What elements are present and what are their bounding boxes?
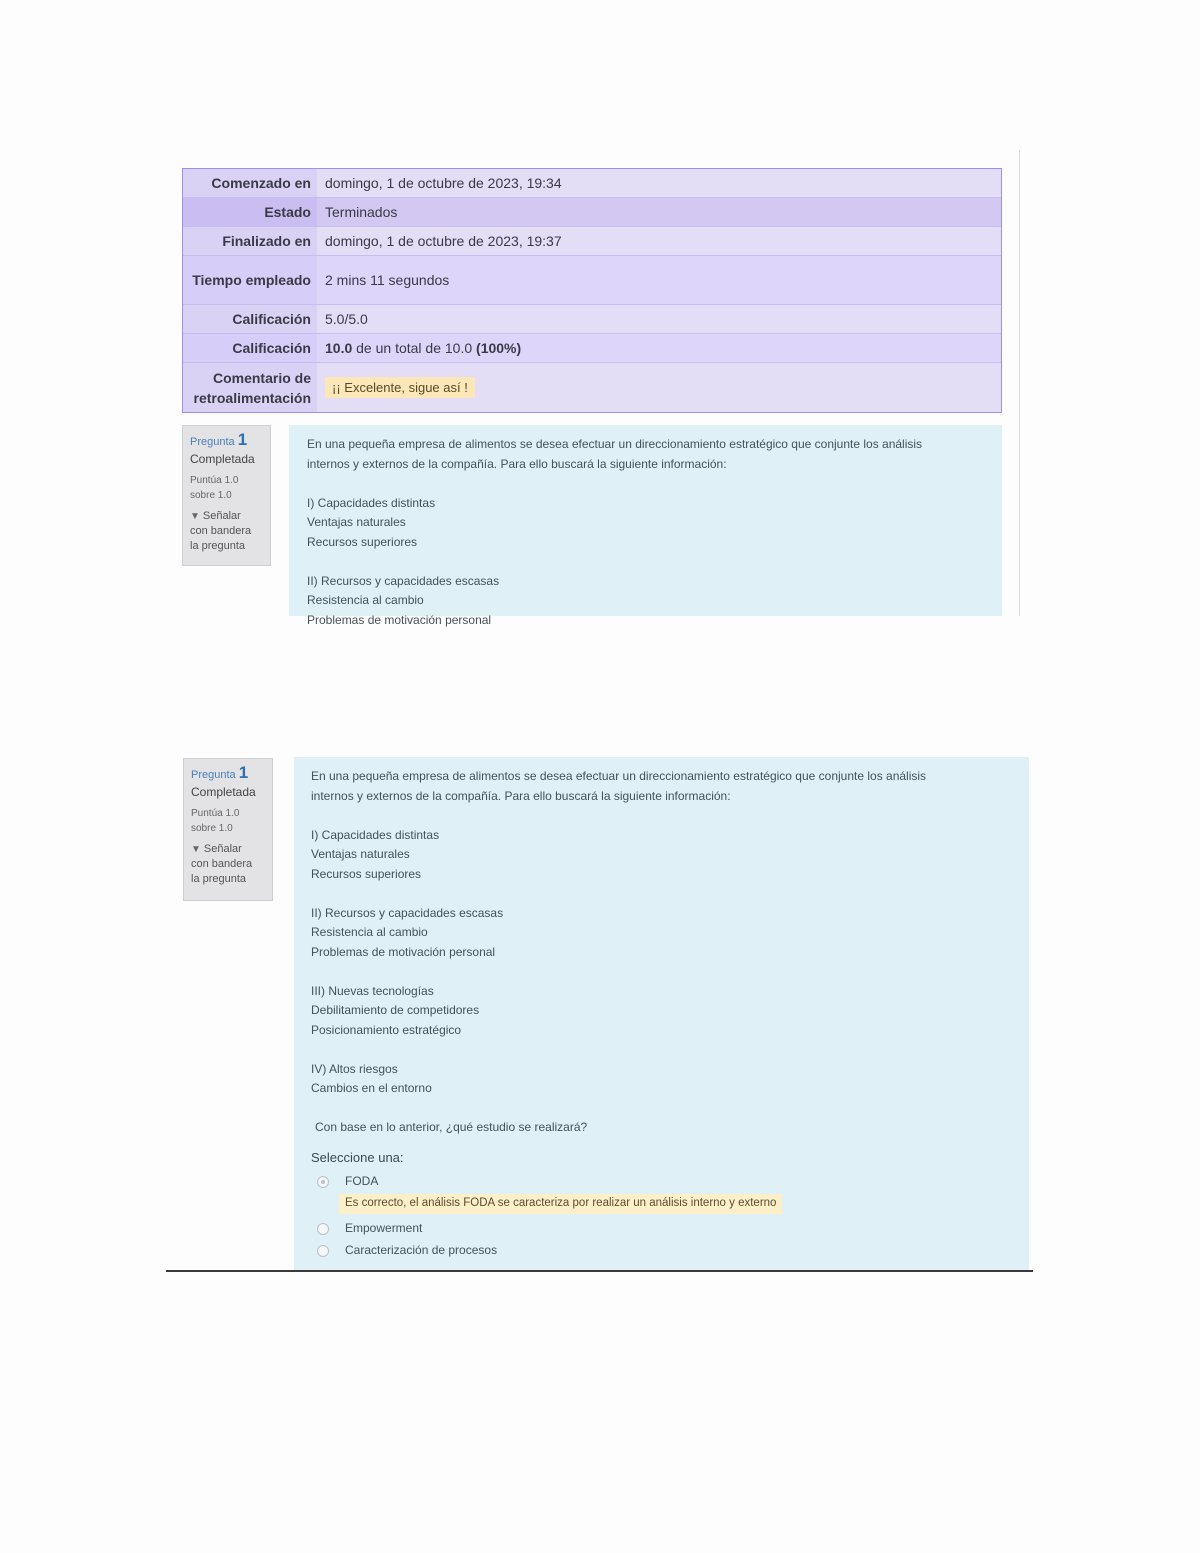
question-intro: En una pequeña empresa de alimentos se desea efectuar un direccionamiento estratégico que conjunte los análisis bbox=[311, 769, 927, 783]
option-feedback: Es correcto, el análisis FODA se caracteriza por realizar un análisis interno y externo bbox=[339, 1194, 782, 1214]
flag-icon: ▼ bbox=[190, 511, 200, 522]
summary-row-finished bbox=[183, 227, 1001, 256]
section-item: Problemas de motivación personal bbox=[307, 612, 492, 627]
option-label: Caracterización de procesos bbox=[345, 1242, 498, 1257]
flag-question-link[interactable]: ▼ Señalar con bandera la pregunta bbox=[190, 510, 252, 552]
grade-value: 10.0 bbox=[325, 340, 353, 356]
question-info-box bbox=[182, 425, 271, 566]
answer-option-procesos[interactable] bbox=[311, 1240, 1012, 1262]
summary-row-feedback bbox=[183, 363, 1001, 412]
question-text: Con base en lo anterior, ¿qué estudio se realizará? bbox=[315, 1120, 588, 1134]
row-label: Finalizado en bbox=[183, 227, 317, 255]
section-item: Debilitamiento de competidores bbox=[311, 1003, 480, 1017]
attempt-summary-table bbox=[182, 168, 1002, 413]
question-number: 1 bbox=[237, 430, 248, 449]
row-label: Comentario de retroalimentación bbox=[183, 363, 317, 412]
row-label: Tiempo empleado bbox=[183, 256, 317, 304]
option-label: FODA bbox=[345, 1174, 379, 1189]
summary-row-started bbox=[183, 169, 1001, 198]
row-value bbox=[317, 363, 1001, 412]
radio-button[interactable] bbox=[317, 1245, 329, 1257]
question-number: 1 bbox=[238, 763, 249, 782]
page-bottom-divider bbox=[166, 1270, 1033, 1272]
section-title: II) Recursos y capacidades escasas bbox=[307, 573, 500, 588]
question-state: Completada bbox=[190, 452, 255, 466]
section-item: Resistencia al cambio bbox=[307, 593, 424, 607]
row-label: Comenzado en bbox=[183, 169, 317, 197]
row-label: Calificación bbox=[183, 334, 317, 362]
grade-total: 10.0 bbox=[444, 340, 473, 356]
row-label: Estado bbox=[183, 198, 317, 226]
section-title: III) Nuevas tecnologías bbox=[311, 983, 434, 998]
question-intro: En una pequeña empresa de alimentos se desea efectuar un direccionamiento estratégico que conjunte los análisis bbox=[307, 437, 923, 451]
question-mark: Puntúa 1.0 sobre 1.0 bbox=[190, 475, 239, 501]
flag-question-link[interactable]: ▼ Señalar con bandera la pregunta bbox=[191, 843, 253, 885]
question-content bbox=[294, 757, 1029, 1270]
section-title: II) Recursos y capacidades escasas bbox=[311, 905, 504, 920]
section-item: Recursos superiores bbox=[307, 534, 418, 549]
answer-option-empowerment[interactable] bbox=[311, 1218, 1012, 1240]
summary-row-grade bbox=[183, 334, 1001, 363]
question-content bbox=[289, 425, 1002, 627]
overall-feedback-badge: ¡¡ Excelente, sigue así ! bbox=[325, 377, 475, 398]
page-divider bbox=[1019, 150, 1020, 616]
question-info-box bbox=[183, 758, 273, 901]
section-item: Problemas de motivación personal bbox=[311, 944, 496, 959]
summary-row-marks bbox=[183, 305, 1001, 334]
row-label: Calificación bbox=[183, 305, 317, 333]
row-value: 5.0/5.0 bbox=[317, 305, 1001, 333]
section-title: IV) Altos riesgos bbox=[311, 1061, 398, 1076]
answer-prompt: Seleccione una: bbox=[311, 1149, 404, 1165]
summary-row-state bbox=[183, 198, 1001, 227]
section-item: Ventajas naturales bbox=[307, 515, 406, 529]
section-item: Recursos superiores bbox=[311, 866, 422, 881]
row-value: Terminados bbox=[317, 198, 1001, 226]
section-title: I) Capacidades distintas bbox=[307, 495, 436, 510]
row-value bbox=[317, 334, 1001, 362]
question-state: Completada bbox=[191, 785, 256, 799]
question-title: Pregunta bbox=[191, 769, 236, 781]
row-value: domingo, 1 de octubre de 2023, 19:37 bbox=[317, 227, 1001, 255]
section-title: I) Capacidades distintas bbox=[311, 827, 440, 842]
answer-option-foda[interactable] bbox=[311, 1171, 1012, 1193]
section-item: Ventajas naturales bbox=[311, 847, 410, 861]
option-label: Empowerment bbox=[345, 1220, 423, 1235]
summary-row-time-taken bbox=[183, 256, 1001, 305]
radio-button[interactable] bbox=[317, 1176, 329, 1188]
question-intro: internos y externos de la compañía. Para ello buscará la siguiente información: bbox=[311, 788, 731, 803]
section-item: Posicionamiento estratégico bbox=[311, 1022, 462, 1037]
flag-icon: ▼ bbox=[191, 844, 201, 855]
grade-mid-text: de un total de bbox=[356, 340, 441, 356]
radio-button[interactable] bbox=[317, 1223, 329, 1235]
answer-area bbox=[311, 1148, 1012, 1262]
grade-percent: (100%) bbox=[476, 340, 522, 356]
row-value: 2 mins 11 segundos bbox=[317, 256, 1001, 304]
question-intro: internos y externos de la compañía. Para ello buscará la siguiente información: bbox=[307, 456, 727, 471]
question-title: Pregunta bbox=[190, 436, 235, 448]
section-item: Cambios en el entorno bbox=[311, 1081, 432, 1095]
question-mark: Puntúa 1.0 sobre 1.0 bbox=[191, 808, 240, 834]
section-item: Resistencia al cambio bbox=[311, 925, 428, 939]
row-value: domingo, 1 de octubre de 2023, 19:34 bbox=[317, 169, 1001, 197]
